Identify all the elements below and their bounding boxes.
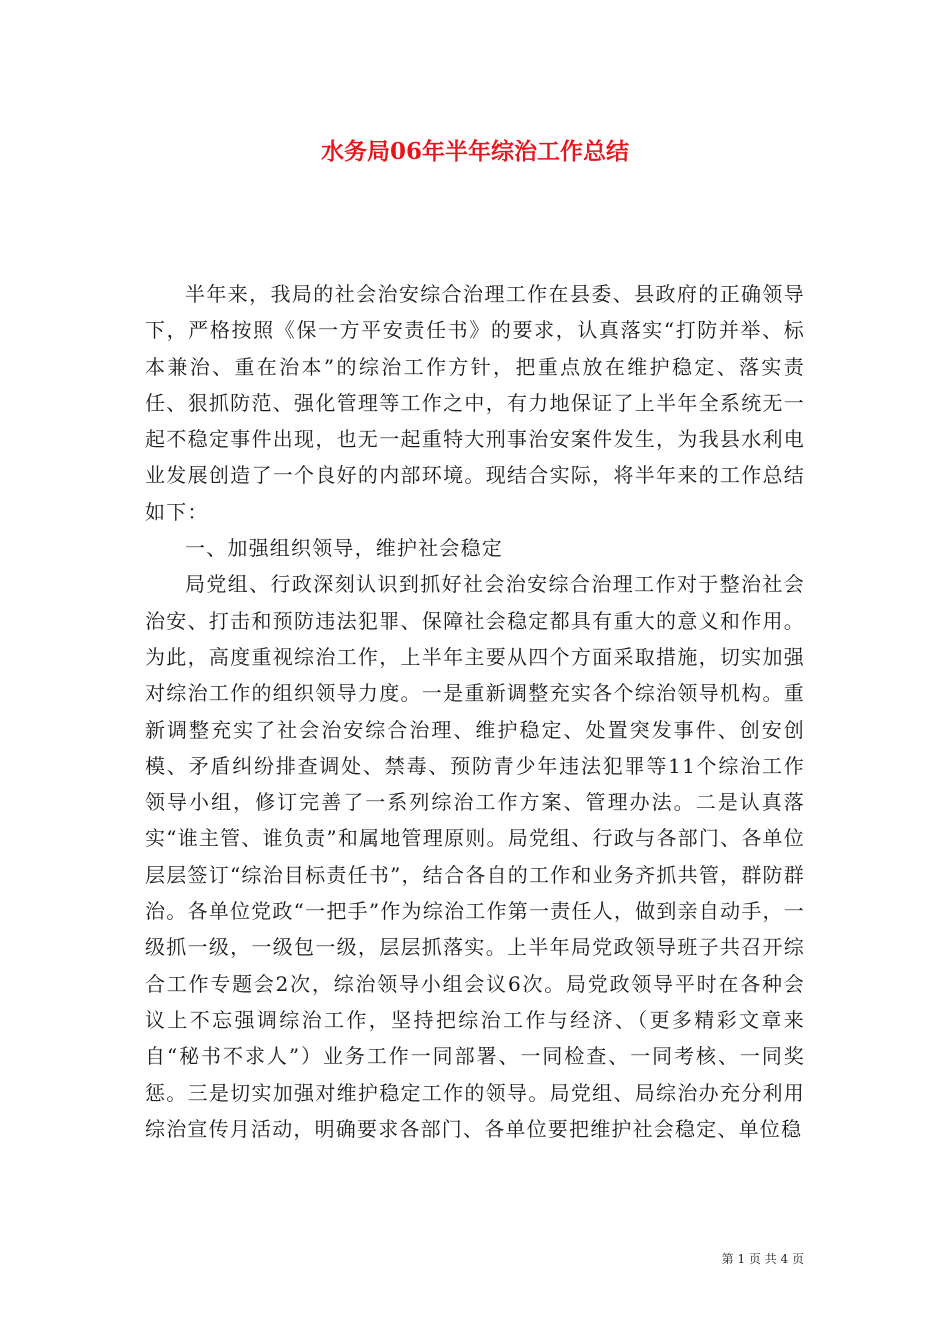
- document-title: 水务局06年半年综治工作总结: [320, 138, 629, 165]
- document-body: [145, 276, 805, 1147]
- paragraph-section-1: 局党组、行政深刻认识到抓好社会治安综合治理工作对于整治社会治安、打击和预防违法犯罪、保障社会稳定都具有重大的意义和作用。为此，高度重视综治工作，上半年主要从四个方面采取措施，切实加强对综治工作的组织领导力度。一是重新调整充实各个综治领导机构。重新调整充实了社会治安综合治理、维护稳定、处置突发事件、创安创模、矛盾纠纷排查调处、禁毒、预防青少年违法犯罪等11个综治工作领导小组，修订完善了一系列综治工作方案、管理办法。二是认真落实“谁主管、谁负责”和属地管理原则。局党组、行政与各部门、各单位层层签订“综治目标责任书”，结合各自的工作和业务齐抓共管，群防群治。各单位党政“一把手”作为综治工作第一责任人，做到亲自动手，一级抓一级，一级包一级，层层抓落实。上半年局党政领导班子共召开综合工作专题会2次，综治领导小组会议6次。局党政领导平时在各种会议上不忘强调综治工作，坚持把综治工作与经济、（更多精彩文章来自“秘书不求人”）业务工作一同部署、一同检查、一同考核、一同奖惩。三是切实加强对维护稳定工作的领导。局党组、局综治办充分利用综治宣传月活动，明确要求各部门、各单位要把维护社会稳定、单位稳: [145, 572, 805, 1141]
- page-number: 第 1 页 共 4 页: [721, 1252, 804, 1266]
- section-heading-1: 一、加强组织领导，维护社会稳定: [185, 536, 503, 561]
- paragraph-intro: 半年来，我局的社会治安综合治理工作在县委、县政府的正确领导下，严格按照《保一方平安责任书》的要求，认真落实“打防并举、标本兼治、重在治本”的综治工作方针，把重点放在维护稳定、落实责任、狠抓防范、强化管理等工作之中，有力地保证了上半年全系统无一起不稳定事件出现，也无一起重特大刑事治安案件发生，为我县水利电业发展创造了一个良好的内部环境。现结合实际，将半年来的工作总结如下：: [145, 282, 805, 524]
